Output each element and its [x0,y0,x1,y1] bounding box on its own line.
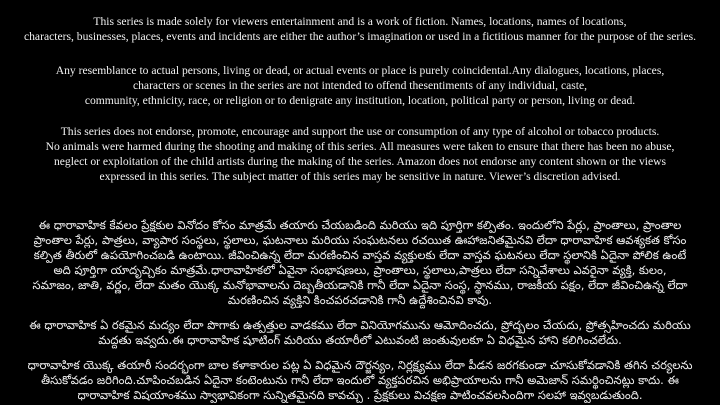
telugu-disclaimer-line: సమాజం, జాతి, వర్ణం, లేదా మతం యొక్క మనోభావాలను దెబ్బతీయడానికి గానీ లేదా ఏదైనా సంస్థ, స్థానము, రాజకీయ పక్షం, లేదా జీవించిఉన్న లేదా [32,278,688,292]
english-disclaimer-line: neglect or exploitation of the child artists during the making of the series. Amazon does not endorse any content shown or the views [53,155,667,168]
english-disclaimer-line: No animals were harmed during the shooting and making of this series. All measures were taken to ensure that there has been no abuse, [45,140,675,153]
english-disclaimer-line: characters, businesses, places, events and incidents are either the author’s imagination or used in a fictitious manner for the purpose of the series. [23,30,697,43]
english-disclaimer-line: expressed in this series. The subject matter of this series may be sensitive in nature. Viewer’s discretion advised. [99,170,621,183]
english-disclaimer-line: community, ethnicity, race, or religion or to denigrate any institution, location, political party or person, living or dead. [84,94,636,107]
english-disclaimer-line: This series does not endorse, promote, encourage and support the use or consumption of any type of alcohol or tobacco products. [60,125,660,138]
telugu-disclaimer-line: ధారావాహిక యొక్క తయారీ సందర్భంగా బాల కళాకారుల పట్ల ఏ విధమైన దౌర్జన్యం, నిర్లక్ష్యము లేదా పీడన జరగకుండా చూసుకోవడానికి తగిన చర్యలను [27,358,693,372]
english-disclaimer-line: This series is made solely for viewers entertainment and is a work of fiction. Names, locations, names of locations, [93,15,627,28]
telugu-disclaimer-line: ప్రాంతాల పేర్లు, పాత్రలు, వ్యాపార సంస్థలు, స్థలాలు, ఘటనాలు మరియు సంఘటనలు రచయిత ఊహాజనితమైనవి లేదా ధారావాహిక ఆవశ్యకత కోసం [33,233,687,247]
telugu-disclaimer-line: ధారావాహిక విషయాంశము స్వాభావికంగా సున్నితమైనది కావచ్చు . ప్రేక్షకులు విచక్షణ పాటించవలసిందిగా సలహా ఇవ్వబడుతుంది. [77,388,643,402]
telugu-disclaimer-line: ఈ ధారావాహిక ఏ రకమైన మద్యం లేదా పొగాకు ఉత్పత్తుల వాడకము లేదా వినియోగమును ఆమోదించదు, ప్రోద్బలం చేయదు, ప్రోత్సహించదు మరియు [29,318,691,332]
english-disclaimer-line: Any resemblance to actual persons, living or dead, or actual events or place is purely coincidental.Any dialogues, locations, places, [55,64,665,77]
telugu-disclaimer-line: మద్దతు ఇవ్వదు.ఈ ధారావాహిక షూటింగ్ మరియు తయారీలో ఎటువంటి జంతువులకూ ఏ విధమైన హాని కలిగించలేదు. [98,333,622,347]
telugu-disclaimer-line: అది పూర్తిగా యాదృచ్చికం మాత్రమే.ధారావాహికలో ఏవైనా సంభాషణలు, ప్రాంతాలు, స్థలాలు,పాత్రలు లేదా సన్నివేశాలు ఎవరైనా వ్యక్తి, కులం, [53,263,667,277]
telugu-disclaimer-line: మరణించిన వ్యక్తిని కించపరచడానికి గానీ ఉద్దేశించినవి కావు. [227,293,493,307]
english-disclaimer-line: characters or scenes in the series are not intended to offend thesentiments of any individual, caste, [132,79,588,92]
telugu-disclaimer-line: ఈ ధారావాహిక కేవలం ప్రేక్షకుల వినోదం కోసం మాత్రమే తయారు చేయబడింది మరియు ఇది పూర్తిగా కల్పితం. ఇందులోని పేర్లు, ప్రాంతాలు, ప్రాంతాల [38,218,682,232]
telugu-disclaimer-line: తీసుకోవడం జరిగింది.చూపించబడిన ఏదైనా కంటెంటును గానీ లేదా ఇందులో వ్యక్తపరచిన అభిప్రాయాలను గానీ అమెజాన్ సమర్థించినట్లు కాదు. ఈ [41,373,679,387]
telugu-disclaimer-line: కల్పిత తీరులో ఉపయోగించబడి ఉంటాయి. జీవించిఉన్న లేదా మరణించిన వాస్తవ వ్యక్తులకు లేదా వాస్తవ ఘటనలు లేదా స్థలానికి ఏదైనా పోలిక ఉంటే [33,248,687,262]
